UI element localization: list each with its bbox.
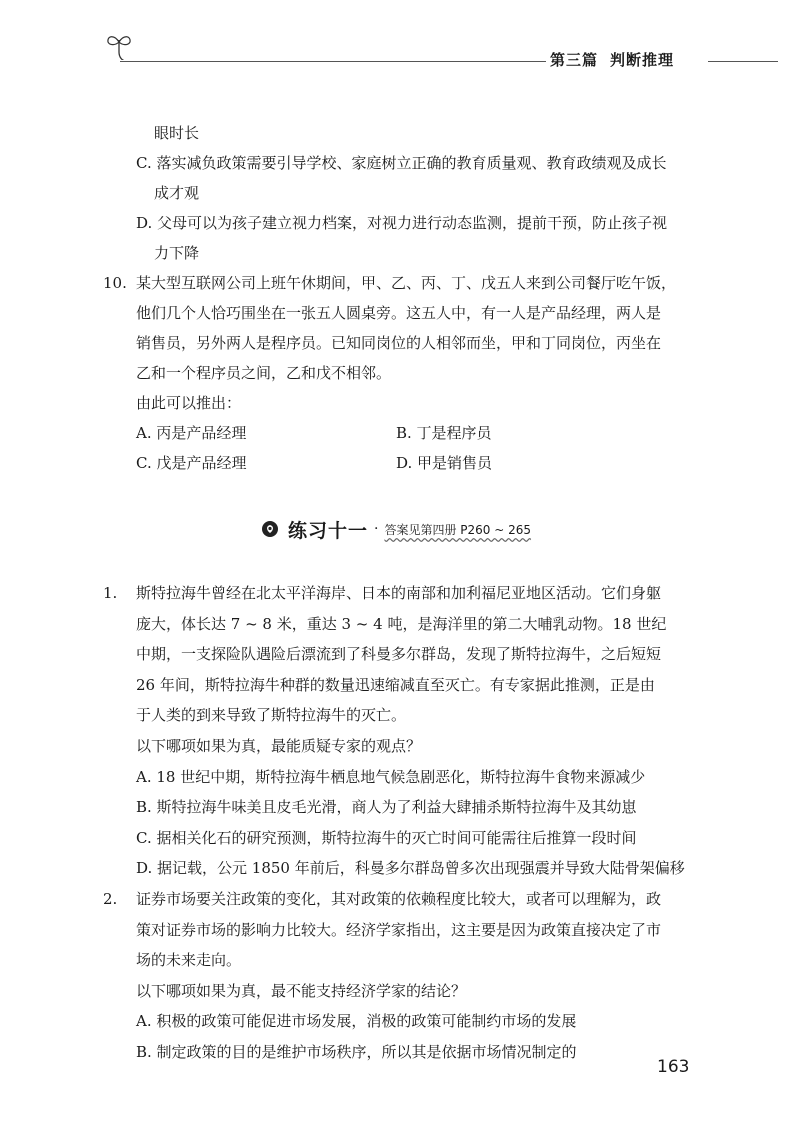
exercise-content [103, 578, 703, 1068]
option-c: C. 戊是产品经理 [136, 454, 247, 472]
question-number: 10. [103, 274, 127, 292]
option-a: A. 18 世纪中期，斯特拉海牛栖息地气候急剧恶化，斯特拉海牛食物来源减少 [136, 767, 646, 786]
header-part: 第三篇 [550, 51, 599, 69]
question-prompt: 以下哪项如果为真，最不能支持经济学家的结论？ [136, 981, 467, 1000]
text-line: 成才观 [154, 184, 200, 202]
text-line: 眼时长 [154, 124, 200, 142]
header-rule-left [120, 61, 546, 62]
question-10-line [103, 268, 703, 298]
header-rule-right [708, 61, 778, 62]
option-b: B. 斯特拉海牛味美且皮毛光滑，商人为了利益大肆捕杀斯特拉海牛及其幼崽 [136, 798, 637, 817]
question-2-line [103, 884, 703, 915]
exercise-dot: · [374, 521, 379, 537]
answer-reference: 答案见第四册 P260 ~ 265 [384, 522, 532, 537]
question-text: 中期，一支探险队遇险后漂流到了科曼多尔群岛，发现了斯特拉海牛，之后短短 [136, 645, 662, 664]
flower-icon [262, 521, 278, 537]
sprout-icon [104, 30, 134, 60]
option-row [103, 418, 703, 448]
option-d: D. 甲是销售员 [396, 454, 493, 472]
option-b: B. 制定政策的目的是维护市场秩序，所以其是依据市场情况制定的 [136, 1042, 577, 1061]
exercise-title: 练习十一 [288, 519, 369, 542]
question-text: 场的未来走向。 [136, 951, 242, 970]
option-b: B. 丁是程序员 [396, 424, 492, 442]
question-prompt: 以下哪项如果为真，最能质疑专家的观点？ [136, 736, 422, 755]
question-prompt: 由此可以推出： [136, 394, 242, 412]
option-d: D. 父母可以为孩子建立视力档案，对视力进行动态监测，提前干预，防止孩子视 [136, 214, 668, 232]
question-number: 1. [103, 584, 118, 602]
option-a: A. 丙是产品经理 [136, 424, 247, 442]
question-text: 26 年间，斯特拉海牛种群的数量迅速缩减直至灭亡。有专家据此推测，正是由 [136, 675, 655, 694]
option-c: C. 据相关化石的研究预测，斯特拉海牛的灭亡时间可能需往后推算一段时间 [136, 828, 637, 847]
question-number: 2. [103, 889, 118, 908]
option-d: D. 据记载，公元 1850 年前后，科曼多尔群岛曾多次出现强震并导致大陆骨架偏移 [136, 859, 685, 878]
question-text: 斯特拉海牛曾经在北太平洋海岸、日本的南部和加利福尼亚地区活动。它们身躯 [136, 584, 662, 602]
question-text: 某大型互联网公司上班午休期间，甲、乙、丙、丁、戊五人来到公司餐厅吃午饭， [136, 274, 677, 292]
option-a: A. 积极的政策可能促进市场发展，消极的政策可能制约市场的发展 [136, 1012, 577, 1031]
question-text: 于人类的到来导致了斯特拉海牛的灭亡。 [136, 706, 407, 725]
question-text: 庞大，体长达 7 ~ 8 米，重达 3 ~ 4 吨，是海洋里的第二大哺乳动物。18 世纪 [136, 614, 667, 633]
option-c: C. 落实减负政策需要引导学校、家庭树立正确的教育质量观、教育政绩观及成长 [136, 154, 667, 172]
header-section: 判断推理 [610, 51, 675, 69]
text-line: 力下降 [154, 244, 200, 262]
top-content [103, 118, 703, 478]
exercise-heading [262, 514, 531, 544]
question-text: 证券市场要关注政策的变化，其对政策的依赖程度比较大，或者可以理解为，政 [136, 889, 662, 908]
question-text: 他们几个人恰巧围坐在一张五人圆桌旁。这五人中，有一人是产品经理，两人是 [136, 304, 662, 322]
question-text: 销售员，另外两人是程序员。已知同岗位的人相邻而坐，甲和丁同岗位，丙坐在 [136, 334, 662, 352]
page-number: 163 [657, 1057, 690, 1077]
page-header [0, 0, 800, 80]
question-text: 策对证券市场的影响力比较大。经济学家指出，这主要是因为政策直接决定了市 [136, 920, 662, 939]
option-row [103, 448, 703, 478]
header-title [550, 49, 674, 70]
question-text: 乙和一个程序员之间，乙和戊不相邻。 [136, 364, 392, 382]
question-1-line [103, 578, 703, 609]
